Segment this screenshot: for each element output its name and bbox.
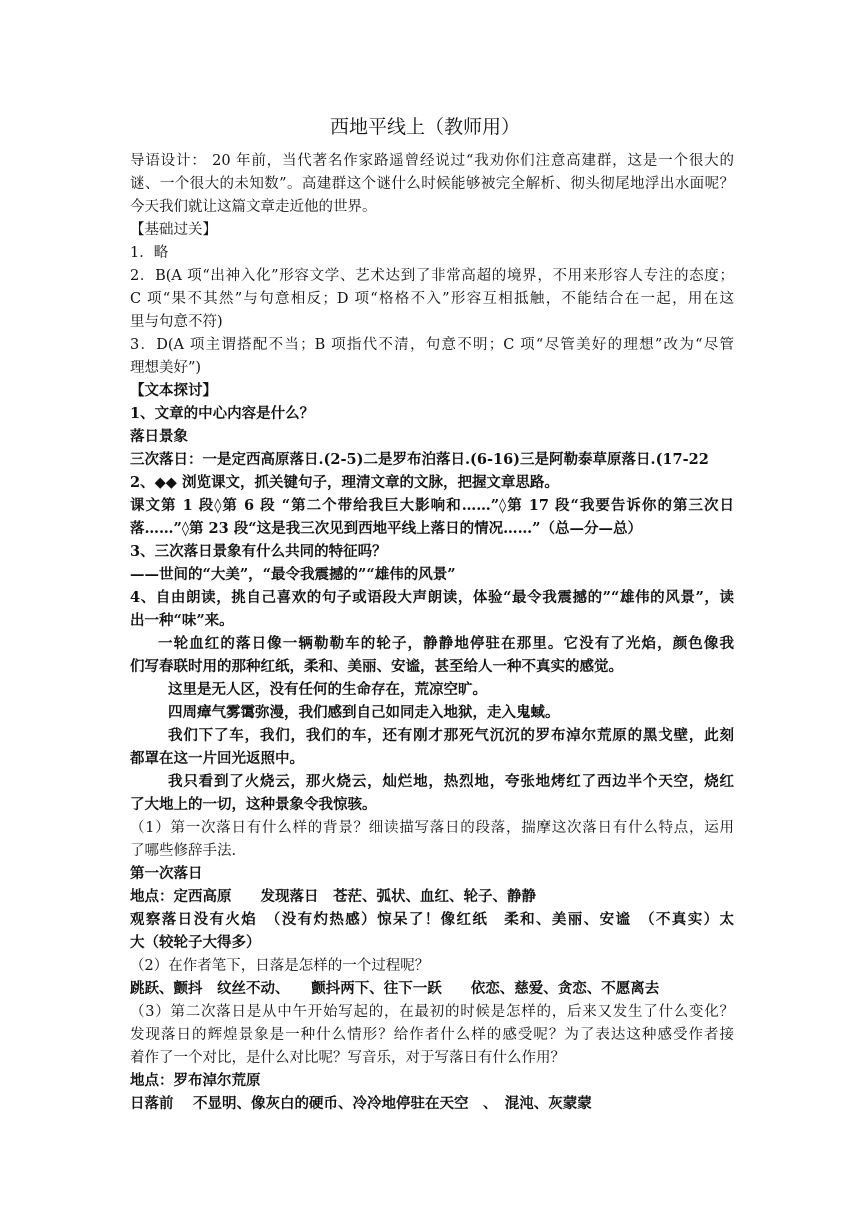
structure-line-2: 落……”◊第 23 段“这是我三次见到西地平线上落日的情况……”（总—分—总）: [130, 520, 642, 537]
sub-question-1-line-1: （1）第一次落日有什么样的背景？细读描写落日的段落，揣摩这次落日有什么特点，运用: [130, 820, 734, 836]
answer-2-line-3: 里与句意不符): [130, 314, 223, 330]
answer-q3: ——世间的“大美”，“最令我震撼的”“雄伟的风景”: [130, 566, 456, 583]
excerpt-1-line-2: 们写春联时用的那种红纸，柔和、美丽、安谧，甚至给人一种不真实的感觉。: [130, 658, 623, 675]
answer-2-line-1: 2．B(A 项“出神入化”形容文学、艺术达到了非常高超的境界，不用来形容人专注的态度；: [130, 268, 734, 284]
excerpt-2: 这里是无人区，没有任何的生命存在，荒凉空旷。: [168, 681, 487, 698]
answer-q1: 落日景象: [130, 428, 188, 445]
answer-3-line-1: 3．D(A 项主谓搭配不当；B 项指代不清，句意不明；C 项“尽管美好的理想”改为“尽管: [130, 337, 734, 353]
intro-line-1: 导语设计： 20 年前，当代著名作家路遥曾经说过“我劝你们注意高建群，这是一个很大的: [130, 153, 734, 169]
excerpt-5-line-2: 了大地上的一切，这种景象令我惊骇。: [130, 796, 377, 813]
sunset-process-answer: 跳跃、颤抖 纹丝不动、 颤抖两下、往下一跃 依恋、慈爱、贪恋、不愿离去: [130, 980, 660, 997]
first-sunset-heading: 第一次落日: [130, 865, 203, 882]
excerpt-5-line-1: 我只看到了火烧云，那火烧云，灿烂地，热烈地，夸张地烤红了西边半个天空，烧红: [168, 773, 734, 790]
excerpt-1-line-1: 一轮血红的落日像一辆勒勒车的轮子，静静地停驻在那里。它没有了光焰，颜色像我: [158, 635, 734, 652]
before-sunset-description: 日落前 不显明、像灰白的硬币、冷冷地停驻在天空 、 混沌、灰蒙蒙: [130, 1095, 592, 1112]
question-4-line-1: 4、自由朗读，挑自己喜欢的句子或语段大声朗读，体验“最令我震撼的”“雄伟的风景”，读: [130, 589, 734, 606]
intro-line-2: 谜、一个很大的未知数”。高建群这个谜什么时候能够被完全解析、彻头彻尾地浮出水面呢？: [130, 176, 734, 192]
first-sunset-place: 地点：定西高原 发现落日 苍茫、弧状、血红、轮子、静静: [130, 888, 536, 905]
excerpt-4-line-1: 我们下了车，我们，我们的车，还有刚才那死气沉沉的罗布淖尔荒原的黑戈壁，此刻: [168, 727, 734, 744]
second-sunset-place: 地点：罗布淖尔荒原: [130, 1072, 261, 1089]
answer-1: 1．略: [130, 245, 169, 261]
sub-question-1-line-2: 了哪些修辞手法.: [130, 843, 237, 859]
first-sunset-observation-2: 大（较轮子大得多）: [130, 934, 261, 951]
question-4-line-2: 出一种“味”来。: [130, 612, 234, 629]
question-1: 1、文章的中心内容是什么？: [130, 405, 315, 422]
intro-line-3: 今天我们就让这篇文章走近他的世界。: [130, 199, 377, 215]
document-title: 西地平线上（教师用）: [330, 116, 521, 138]
structure-line-1: 课文第 1 段◊第 6 段 “第二个带给我巨大影响和……”◊第 17 段“我要告诉你的第三次日: [130, 497, 734, 514]
sub-question-3-line-1: （3）第二次落日是从中午开始写起的，在最初的时候是怎样的，后来又发生了什么变化？: [130, 1004, 734, 1020]
question-2: 2、◆◆ 浏览课文，抓关键句子，理清文章的文脉，把握文章思路。: [130, 474, 559, 491]
question-3: 3、三次落日景象有什么共同的特征吗？: [130, 543, 387, 560]
answer-2-line-2: C 项“果不其然”与句意相反；D 项“格格不入”形容互相抵触，不能结合在一起，用在这: [130, 291, 734, 307]
section-heading-text-discussion: 【文本探讨】: [130, 382, 217, 399]
excerpt-3: 四周瘴气雾霭弥漫，我们感到自己如同走入地狱，走入鬼蜮。: [168, 704, 560, 721]
sub-question-2: （2）在作者笔下，日落是怎样的一个过程呢？: [130, 958, 430, 974]
sub-question-3-line-2: 发现落日的辉煌景象是一种什么情形？给作者什么样的感受呢？为了表达这种感受作者接: [130, 1027, 734, 1043]
sub-question-3-line-3: 着作了一个对比，是什么对比呢？写音乐，对于写落日有什么作用？: [130, 1050, 565, 1066]
three-sunsets-line: 三次落日：一是定西高原落日.(2-5)二是罗布泊落日.(6-16)三是阿勒泰草原落日.(17-22: [130, 451, 709, 468]
first-sunset-observation-1: 观察落日没有火焰 （没有灼热感）惊呆了！像红纸 柔和、美丽、安谧 （不真实）太: [130, 911, 734, 928]
excerpt-4-line-2: 都罩在这一片回光返照中。: [130, 750, 304, 767]
answer-3-line-2: 理想美好”): [130, 360, 202, 376]
section-heading-basics: 【基础过关】: [130, 222, 217, 238]
